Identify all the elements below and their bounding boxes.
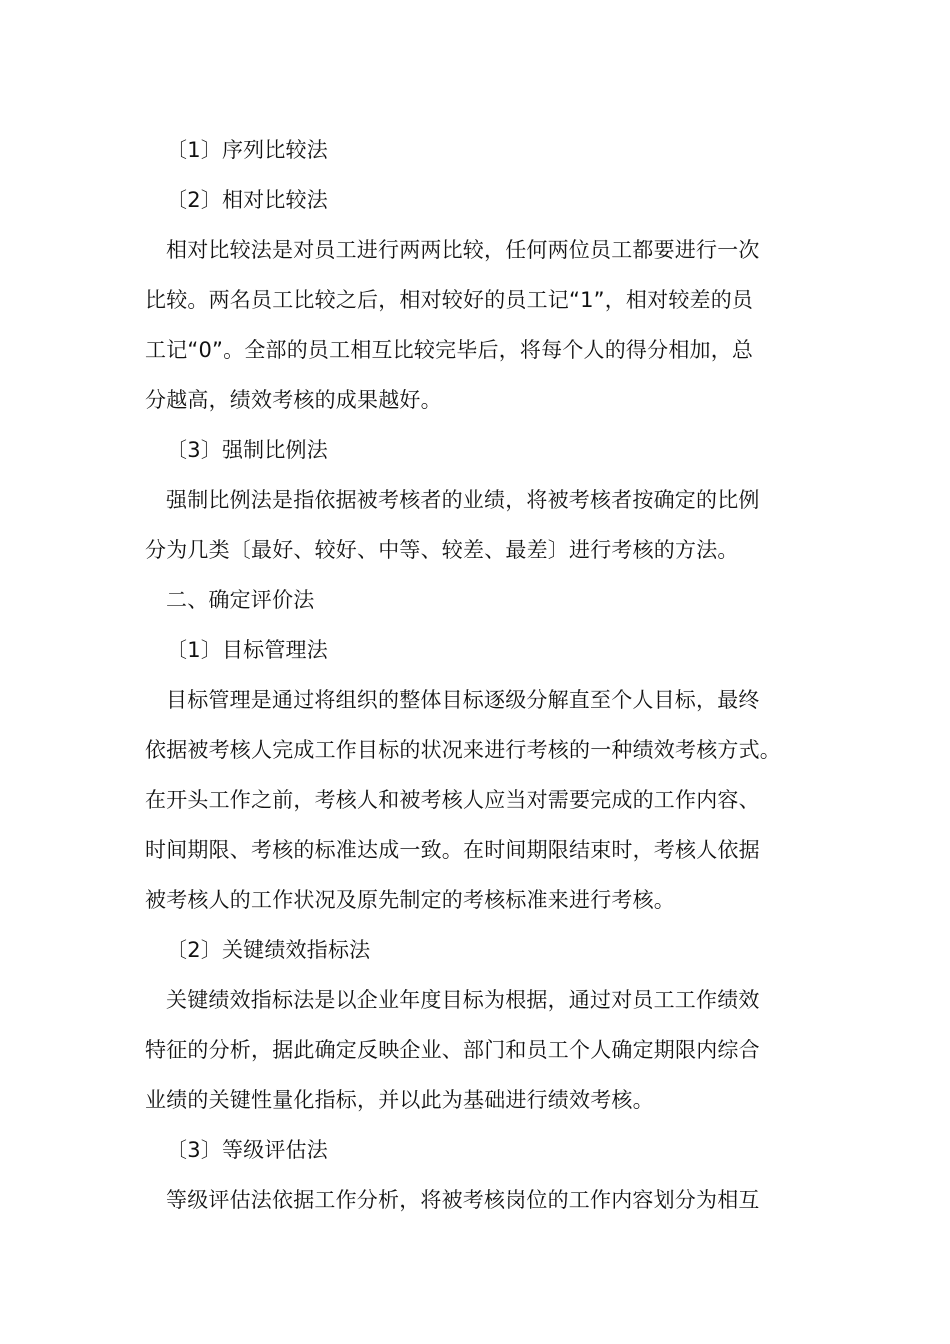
- section-heading-relative-comparison: 〔2〕相对比较法: [166, 188, 328, 212]
- paragraph-line: 特征的分析，据此确定反映企业、部门和员工个人确定期限内综合: [145, 1038, 760, 1062]
- section-heading-grade-evaluation: 〔3〕等级评估法: [166, 1138, 328, 1162]
- paragraph-line: 关键绩效指标法是以企业年度目标为根据，通过对员工工作绩效: [166, 988, 760, 1012]
- chapter-heading-determined-evaluation: 二、确定评价法: [166, 588, 315, 612]
- paragraph-line: 分越高，绩效考核的成果越好。: [145, 388, 442, 412]
- paragraph-line: 业绩的关键性量化指标，并以此为基础进行绩效考核。: [145, 1088, 654, 1112]
- paragraph-line: 比较。两名员工比较之后，相对较好的员工记“1”，相对较差的员: [145, 288, 754, 312]
- paragraph-line: 分为几类〔最好、较好、中等、较差、最差〕进行考核的方法。: [145, 538, 739, 562]
- section-heading-kpi: 〔2〕关键绩效指标法: [166, 938, 371, 962]
- paragraph-line: 被考核人的工作状况及原先制定的考核标准来进行考核。: [145, 888, 675, 912]
- section-heading-sequence-comparison: 〔1〕序列比较法: [166, 138, 328, 162]
- paragraph-line: 强制比例法是指依据被考核者的业绩，将被考核者按确定的比例: [166, 488, 760, 512]
- paragraph-line: 工记“0”。全部的员工相互比较完毕后，将每个人的得分相加，总: [145, 338, 754, 362]
- paragraph-line: 时间期限、考核的标准达成一致。在时间期限结束时，考核人依据: [145, 838, 760, 862]
- paragraph-line: 等级评估法依据工作分析，将被考核岗位的工作内容划分为相互: [166, 1188, 760, 1212]
- paragraph-line: 依据被考核人完成工作目标的状况来进行考核的一种绩效考核方式。: [145, 738, 781, 762]
- section-heading-forced-ratio: 〔3〕强制比例法: [166, 438, 328, 462]
- paragraph-line: 目标管理是通过将组织的整体目标逐级分解直至个人目标，最终: [166, 688, 760, 712]
- section-heading-objective-management: 〔1〕目标管理法: [166, 638, 328, 662]
- paragraph-line: 在开头工作之前，考核人和被考核人应当对需要完成的工作内容、: [145, 788, 760, 812]
- paragraph-line: 相对比较法是对员工进行两两比较，任何两位员工都要进行一次: [166, 238, 760, 262]
